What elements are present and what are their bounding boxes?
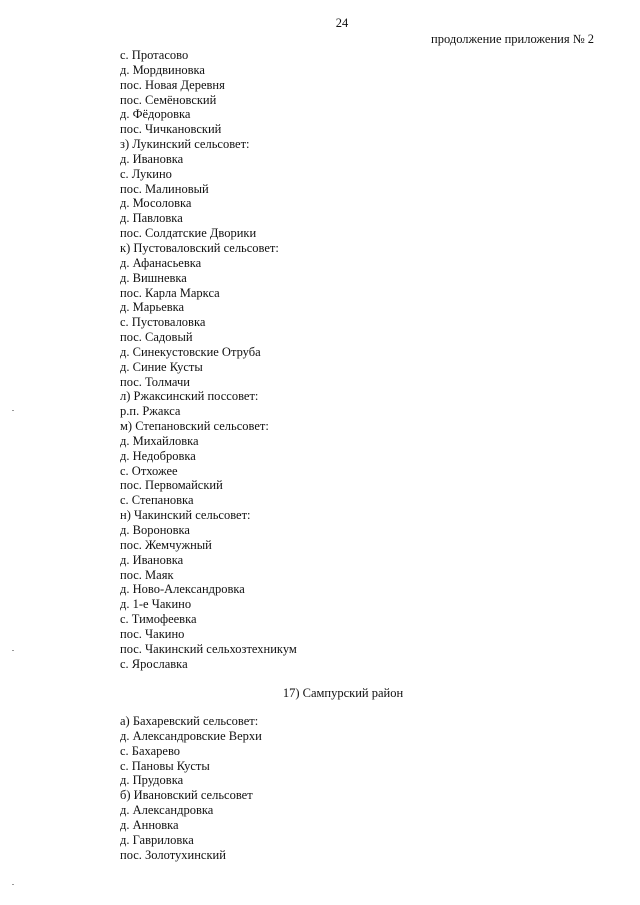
settlement-list-top: [120, 48, 297, 671]
list-item: пос. Чакинский сельхозтехникум: [120, 641, 297, 656]
list-item: пос. Малиновый: [120, 181, 209, 196]
list-item: д. Ивановка: [120, 552, 184, 567]
list-item: пос. Карла Маркса: [120, 285, 220, 300]
list-item: д. Фёдоровка: [120, 107, 191, 122]
appendix-continuation-label: продолжение приложения № 2: [431, 32, 594, 46]
list-item: д. Вишневка: [120, 270, 187, 285]
list-item: д. Павловка: [120, 211, 183, 226]
list-item: д. Ивановка: [120, 151, 184, 166]
page-number: 24: [335, 16, 349, 30]
list-item: м) Степановский сельсовет:: [120, 419, 269, 434]
margin-scan-mark: [12, 650, 14, 651]
list-item: з) Лукинский сельсовет:: [120, 137, 250, 152]
list-item: с. Бахарево: [120, 743, 181, 758]
margin-scan-mark: [12, 884, 14, 885]
list-item: пос. Золотухинский: [120, 847, 226, 862]
list-item: пос. Семёновский: [120, 92, 217, 107]
list-item: с. Пустоваловка: [120, 315, 206, 330]
list-item: д. Афанасьевка: [120, 255, 202, 270]
list-item: с. Лукино: [120, 166, 172, 181]
list-item: д. Мосоловка: [120, 196, 192, 211]
list-item: с. Протасово: [120, 48, 189, 62]
list-item: пос. Толмачи: [120, 374, 190, 389]
list-item: с. Пановы Кусты: [120, 758, 210, 773]
list-item: пос. Новая Деревня: [120, 77, 225, 92]
list-item: н) Чакинский сельсовет:: [120, 508, 251, 523]
list-item: д. Михайловка: [120, 433, 199, 448]
list-item: д. Синие Кусты: [120, 359, 203, 374]
list-item: д. Прудовка: [120, 773, 184, 788]
list-item: д. Недобровка: [120, 448, 196, 463]
list-item: а) Бахаревский сельсовет:: [120, 714, 259, 728]
section-heading: 17) Сампурский район: [282, 686, 404, 700]
margin-scan-mark: [12, 410, 14, 411]
list-item: пос. Садовый: [120, 330, 193, 345]
list-item: д. 1-е Чакино: [120, 597, 192, 612]
list-item: л) Ржаксинский поссовет:: [120, 389, 259, 404]
list-item: б) Ивановский сельсовет: [120, 788, 253, 803]
list-item: д. Вороновка: [120, 523, 190, 537]
list-item: с. Тимофеевка: [120, 612, 197, 627]
list-item: к) Пустоваловский сельсовет:: [120, 240, 279, 255]
list-item: д. Марьевка: [120, 300, 185, 315]
list-item: пос. Первомайский: [120, 478, 223, 493]
list-item: пос. Чакино: [120, 626, 185, 641]
list-item: пос. Солдатские Дворики: [120, 226, 257, 241]
list-item: д. Александровские Верхи: [120, 728, 262, 743]
settlement-list-bottom: [120, 714, 262, 862]
list-item: д. Александровка: [120, 803, 214, 818]
list-item: пос. Чичкановский: [120, 122, 222, 137]
list-item: с. Отхожее: [120, 463, 178, 478]
list-item: д. Мордвиновка: [120, 62, 205, 77]
list-item: с. Ярославка: [120, 656, 188, 671]
list-item: д. Гавриловка: [120, 832, 194, 847]
list-item: д. Синекустовские Отруба: [120, 344, 261, 359]
list-item: р.п. Ржакса: [120, 404, 181, 419]
list-item: пос. Жемчужный: [120, 537, 212, 552]
list-item: д. Анновка: [120, 817, 179, 832]
list-item: с. Степановка: [120, 493, 194, 508]
list-item: д. Ново-Александровка: [120, 582, 245, 597]
list-item: пос. Маяк: [120, 567, 174, 582]
